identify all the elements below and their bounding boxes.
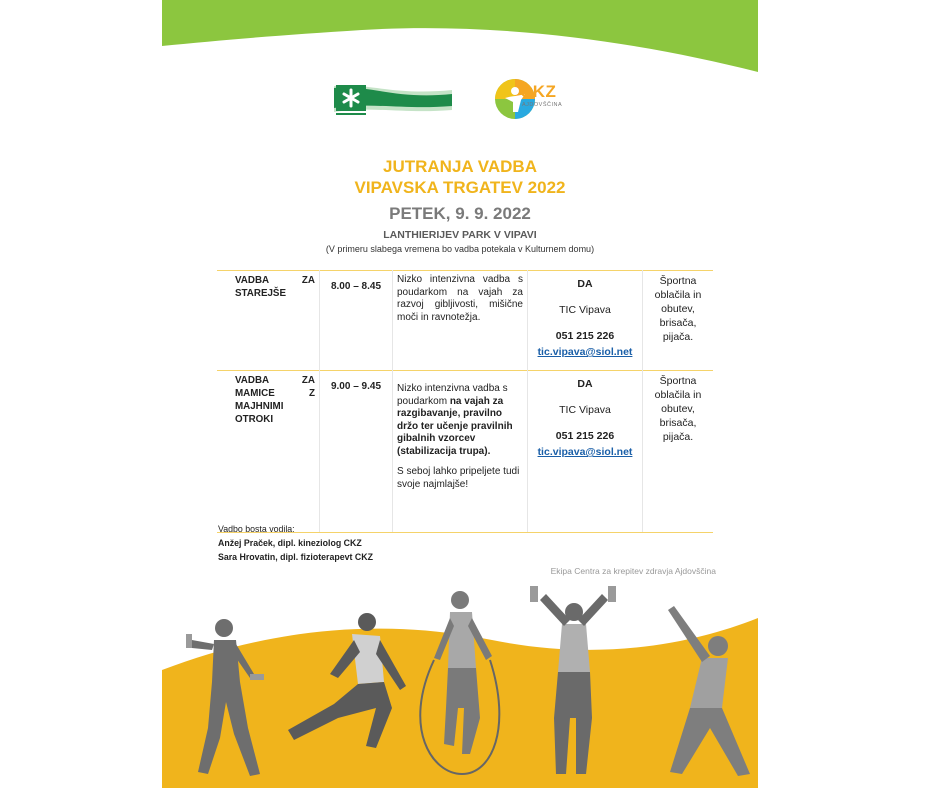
- title-line-2: VIPAVSKA TRGATEV 2022: [354, 178, 566, 197]
- exercise-illustration: [162, 578, 758, 788]
- description-bold: na vajah za razgibavanje, pravilno držo ter učenje pravilnih gibalnih vzorcev (stabilizacija trupa).: [397, 395, 513, 457]
- instructors-intro: Vadbo bosta vodila:: [218, 524, 295, 534]
- instructor-2: Sara Hrovatin, dipl. fizioterapevt CKZ: [218, 552, 373, 562]
- event-date: PETEK, 9. 9. 2022: [389, 204, 531, 223]
- logo-row: [162, 76, 758, 126]
- signup-required: DA: [577, 278, 593, 290]
- top-green-wave: [162, 0, 758, 80]
- time-slot: 9.00 – 9.45: [320, 371, 393, 533]
- signup-cell: [528, 271, 643, 371]
- signup-required: DA: [577, 378, 593, 390]
- group-name: VADBA ZA STAREJŠE: [217, 271, 320, 371]
- description: [393, 371, 528, 533]
- instructor-1: Anžej Praček, dipl. kineziolog CKZ: [218, 538, 362, 548]
- event-location: LANTHIERIJEV PARK V VIPAVI: [383, 229, 537, 241]
- group-name: VADBA ZA MAMICE Z MAJHNIMI OTROKI: [217, 371, 320, 533]
- time-slot: 8.00 – 8.45: [320, 271, 393, 371]
- signup-place: TIC Vipava: [559, 404, 611, 416]
- description-text: Nizko intenzivna vadba s poudarkom: [397, 383, 508, 407]
- signup-phone: 051 215 226: [555, 330, 615, 342]
- team-signature: Ekipa Centra za krepitev zdravja Ajdovščina: [550, 566, 716, 576]
- title-line-1: JUTRANJA VADBA: [383, 157, 537, 176]
- signup-place: TIC Vipava: [559, 304, 611, 316]
- signup-cell: [528, 371, 643, 533]
- signup-email-link[interactable]: tic.vipava@siol.net: [537, 446, 633, 458]
- table-row: [217, 271, 713, 371]
- ckz-logo-text: CKZ: [520, 82, 557, 101]
- poster-page: [162, 0, 758, 788]
- signup-phone: 051 215 226: [555, 430, 615, 442]
- weather-note: (V primeru slabega vremena bo vadba potekala v Kulturnem domu): [325, 244, 595, 254]
- description: Nizko intenzivna vadba s poudarkom na vajah za razvoj gibljivosti, mišične moči in ravnotežja.: [393, 271, 528, 371]
- table-row: [217, 371, 713, 533]
- instructors-block: [218, 522, 373, 564]
- schedule-table: [217, 270, 713, 533]
- gear-list: Športna oblačila in obutev, brisača, pijača.: [643, 271, 714, 371]
- description-extra: S seboj lahko pripeljete tudi svoje najmlajše!: [397, 466, 520, 490]
- ckz-logo-subtitle: AJDOVŠČINA: [522, 102, 563, 108]
- gear-list: Športna oblačila in obutev, brisača, pijača.: [643, 371, 714, 533]
- signup-email-link[interactable]: tic.vipava@siol.net: [537, 346, 633, 358]
- poster-titles: [162, 156, 758, 255]
- zd-ajdovscina-logo: [334, 80, 452, 118]
